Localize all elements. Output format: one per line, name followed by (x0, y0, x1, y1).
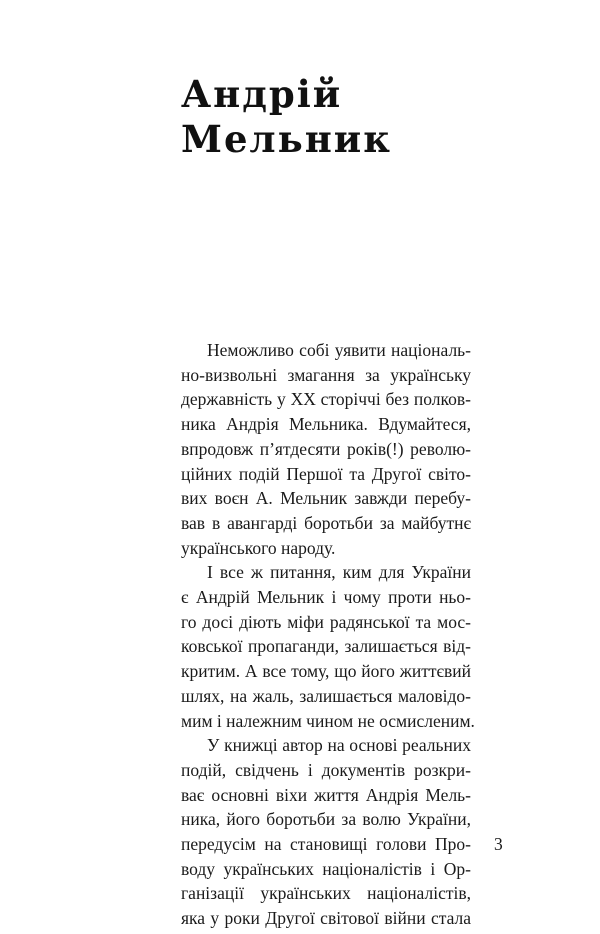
text-line: вав в авангарді боротьби за майбутнє (181, 512, 471, 533)
text-line: яка у роки Другої світової війни стала (181, 908, 471, 929)
paragraph-3 (181, 733, 471, 931)
text-line: го досі діють міфи радянської та мос- (181, 611, 471, 632)
text-line: українського народу. (181, 537, 336, 558)
text-line: но-визвольні змагання за українську (181, 364, 471, 385)
text-line: ганізації українських націоналістів, (181, 883, 471, 904)
book-title (181, 72, 392, 162)
paragraph-1 (181, 338, 471, 560)
text-line: вих воєн А. Мельник завжди перебу- (181, 488, 471, 509)
text-line: подій, свідчень і документів розкри- (181, 759, 471, 780)
text-line: Неможливо собі уявити національ- (207, 340, 471, 360)
text-line: мим і належним чином не осмисленим. (181, 710, 475, 731)
text-line: І все ж питання, ким для України (207, 562, 471, 583)
paragraph-2 (181, 560, 475, 733)
text-line: впродовж п’ятдесяти років(!) револю- (181, 438, 471, 459)
body-text (181, 338, 475, 931)
title-line-1: Андрій (181, 72, 343, 116)
text-line: шлях, на жаль, залишається маловідо- (181, 685, 471, 706)
text-line: ває основні віхи життя Андрія Мель- (181, 784, 471, 805)
text-line: ника Андрія Мельника. Вдумайтеся, (181, 414, 471, 435)
text-line: ника, його боротьби за волю України, (181, 809, 471, 830)
text-line: ковської пропаганди, залишається від- (181, 636, 471, 657)
text-line: передусім на становищі голови Про- (181, 834, 471, 855)
page-number: 3 (494, 834, 503, 854)
text-line: ційних подій Першої та Другої світо- (181, 463, 471, 484)
title-line-2: Мельник (181, 117, 392, 161)
text-line: критим. А все тому, що його життєвий (181, 661, 471, 682)
text-line: У книжці автор на основі реальних (207, 735, 471, 756)
text-line: воду українських націоналістів і Ор- (181, 858, 471, 879)
text-line: є Андрій Мельник і чому проти ньо- (181, 587, 471, 608)
text-line: державність у ХХ сторіччі без полков- (181, 389, 471, 410)
